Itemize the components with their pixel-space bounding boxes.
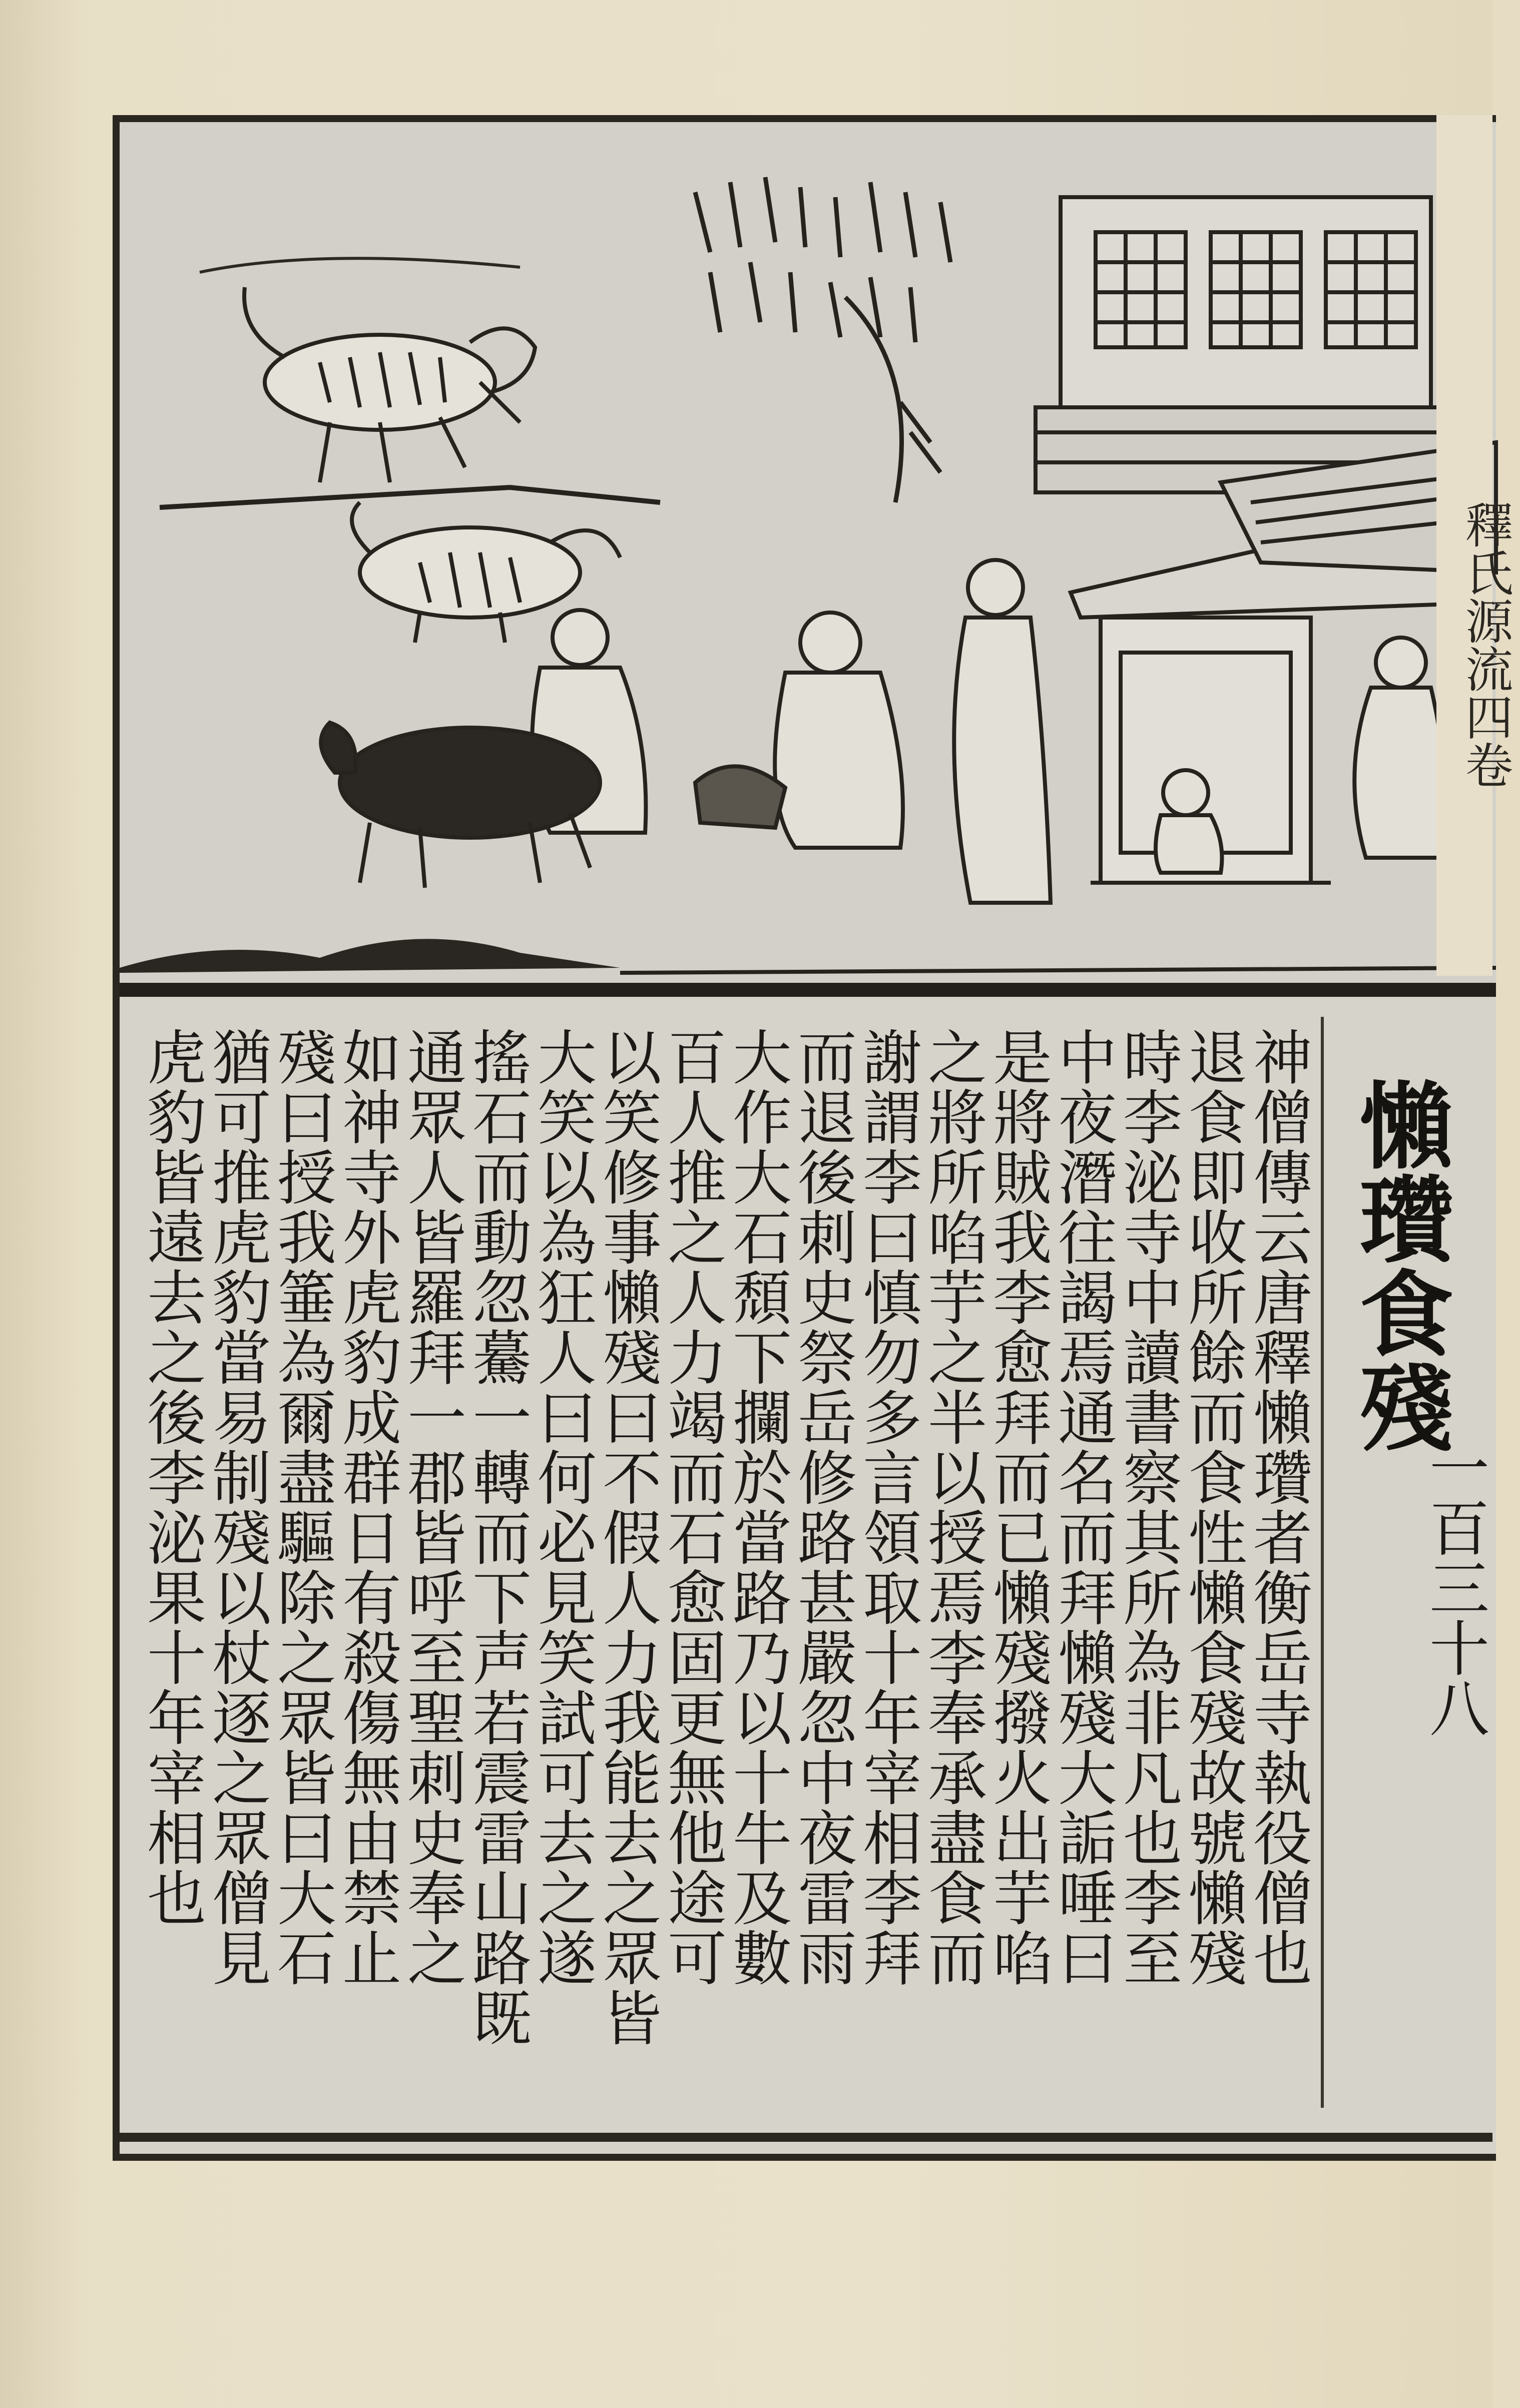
- text-panel: [120, 997, 1496, 2154]
- text-column-13: 搖石而動忽驀一轉而下声若震雷山路既: [462, 1027, 532, 2048]
- text-column-18: 虎豹皆遠去之後李泌果十年宰相也: [137, 1027, 206, 1928]
- text-column-4: 中夜潛往謁焉通名而拜懶殘大詬唾曰: [1048, 1027, 1117, 1988]
- text-column-14: 通眾人皆羅拜一郡皆呼至聖刺史奉之: [397, 1027, 466, 1988]
- text-column-15: 如神寺外虎豹成群日有殺傷無由禁止: [332, 1027, 401, 1988]
- folio-number: 一百三十八: [1419, 1437, 1489, 1737]
- bottom-border: [113, 2133, 1492, 2142]
- woodblock-illustration: [120, 122, 1496, 983]
- text-column-12: 大笑以為狂人曰何必見笑試可去之遂: [528, 1027, 597, 1988]
- text-column-17: 猶可推虎豹當易制殘以杖逐之眾僧見: [202, 1027, 271, 1988]
- text-column-8: 而退後刺史祭岳修路甚嚴忽中夜雷雨: [788, 1027, 857, 1988]
- text-column-16: 殘曰授我箠為爾盡驅除之眾皆曰大石: [267, 1027, 336, 1988]
- side-book-title: 釋氏源流四卷: [1457, 500, 1513, 789]
- text-column-10: 百人推之人力竭而石愈固更無他途可: [658, 1027, 727, 1988]
- column-rule: [1321, 1017, 1324, 2108]
- entry-title: 懶瓚食殘: [1343, 1077, 1454, 1453]
- text-column-5: 是將賊我李愈拜而已懶殘撥火出芋啗: [983, 1027, 1052, 1988]
- text-column-7: 謝謂李曰慎勿多言領取十年宰相李拜: [853, 1027, 922, 1988]
- illustration-art: [120, 122, 1496, 983]
- section-divider: [120, 983, 1496, 997]
- text-column-2: 退食即收所餘而食性懶食殘故號懶殘: [1178, 1027, 1247, 1988]
- text-column-3: 時李泌寺中讀書察其所為非凡也李至: [1113, 1027, 1182, 1988]
- text-column-11: 以笑修事懶殘曰不假人力我能去之眾皆: [593, 1027, 662, 2048]
- text-column-9: 大作大石頹下攔於當路乃以十牛及數: [723, 1027, 792, 1988]
- page-frame: [113, 115, 1496, 2161]
- text-column-6: 之將所啗芋之半以授焉李奉承盡食而: [918, 1027, 987, 1988]
- temple-building-figure: [1036, 197, 1486, 492]
- text-column-1: 神僧傳云唐釋懶瓚者衡岳寺執役僧也: [1243, 1027, 1312, 1988]
